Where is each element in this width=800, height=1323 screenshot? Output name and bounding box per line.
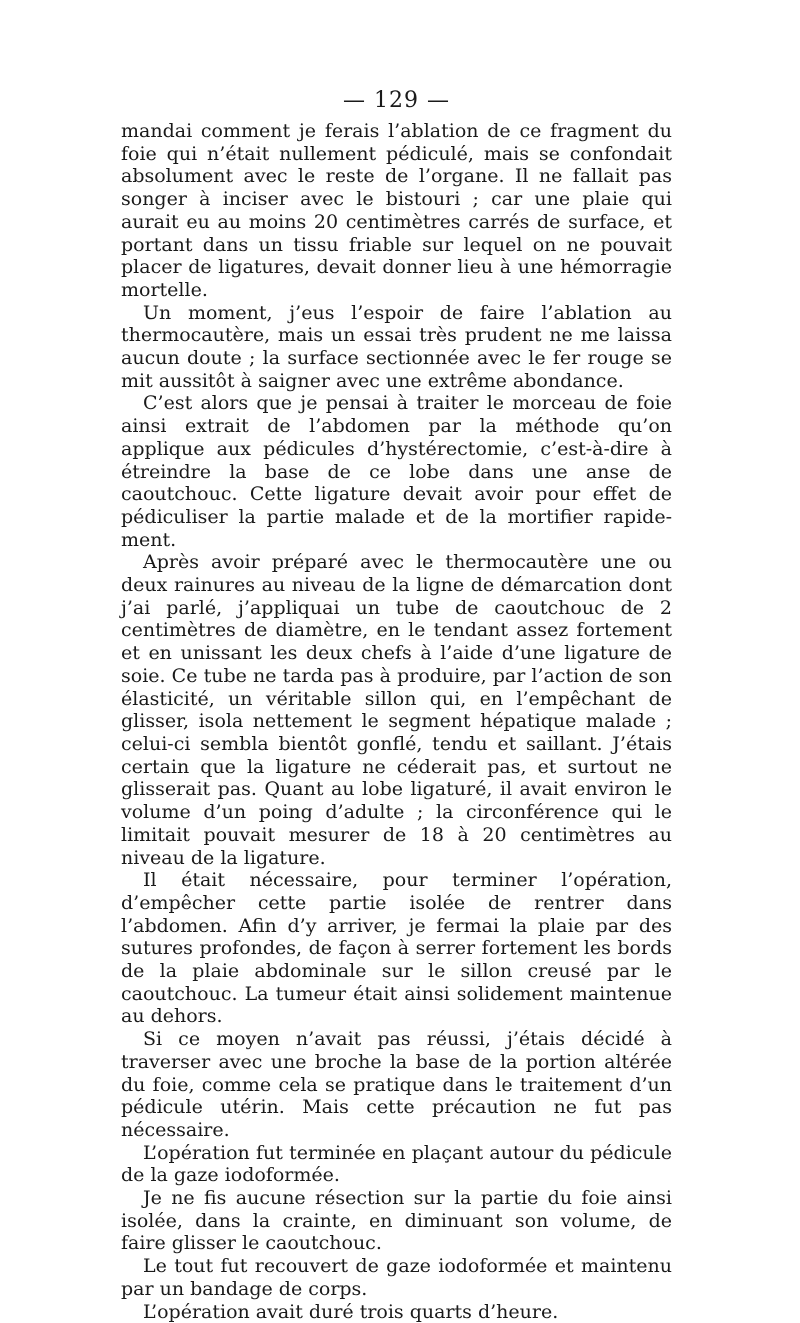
book-page [121,86,672,1323]
body-text [121,120,672,1323]
paragraph-7: L’opération fut terminée en plaçant autour du pédicule de la gaze iodoformée. [121,1141,672,1187]
paragraph-10: L’opération avait duré trois quarts d’heure. [143,1300,559,1323]
paragraph-4: Après avoir préparé avec le thermocautère une ou deux rainures au niveau de la ligne de démarcation dont j’ai parlé, j’appliquai un tube de caoutchouc de 2 centimètres de diamètre, en le tendant assez fortement et en unissant les deux chefs à l’aide d’une ligature de soie. Ce tube ne tarda pas à produire, par l’action de son élasticité, un véritable sillon qui, en l’empêchant de glisser, isola nettement le segment hépatique malade ; celui-ci sembla bientôt gonflé, tendu et saillant. J’étais certain que la ligature ne céderait pas, et surtout ne glisserait pas. Quant au lobe ligaturé, il avait environ le volume d’un poing d’adulte ; la circonférence qui le limitait pouvait mesurer de 18 à 20 centimètres au niveau de la ligature. [121,551,672,869]
page-number: — 129 — [343,88,450,113]
paragraph-9: Le tout fut recouvert de gaze iodoformée et maintenu par un bandage de corps. [121,1255,672,1300]
paragraph-2: Un moment, j’eus l’espoir de faire l’ablation au thermocautère, mais un essai très prudent ne me laissa aucun doute ; la surface sectionnée avec le fer rouge se mit aussitôt à saigner avec une extrême abondance. [121,301,672,392]
paragraph-1: mandai comment je ferais l’ablation de ce fragment du foie qui n’était nullement pédiculé, mais se confondait absolument avec le reste de l’organe. Il ne fallait pas songer à inciser avec le bistouri ; car une plaie qui aurait eu au moins 20 centimètres carrés de surface, et portant dans un tissu friable sur lequel on ne pouvait placer de ligatures, devait donner lieu à une hémorragie mortelle. [121,120,672,301]
paragraph-3: C’est alors que je pensai à traiter le morceau de foie ainsi extrait de l’abdomen par la méthode qu’on applique aux pédicules d’hystérectomie, c’est-à-dire à étreindre la base de ce lobe dans une anse de caoutchouc. Cette ligature devait avoir pour effet de pédiculiser la partie malade et de la mortifier rapidement. [121,392,672,551]
paragraph-8: Je ne fis aucune résection sur la partie du foie ainsi isolée, dans la crainte, en diminuant son volume, de faire glisser le caoutchouc. [121,1187,672,1255]
paragraph-6: Si ce moyen n’avait pas réussi, j’étais décidé à traverser avec une broche la base de la portion altérée du foie, comme cela se pratique dans le traitement d’un pédicule utérin. Mais cette précaution ne fut pas nécessaire. [121,1028,672,1141]
paragraph-5: Il était nécessaire, pour terminer l’opération, d’empêcher cette partie isolée de rentrer dans l’abdomen. Afin d’y arriver, je fermai la plaie par des sutures profondes, de façon à serrer fortement les bords de la plaie abdominale sur le sillon creusé par le caoutchouc. La tumeur était ainsi solidement maintenue au dehors. [121,869,672,1028]
